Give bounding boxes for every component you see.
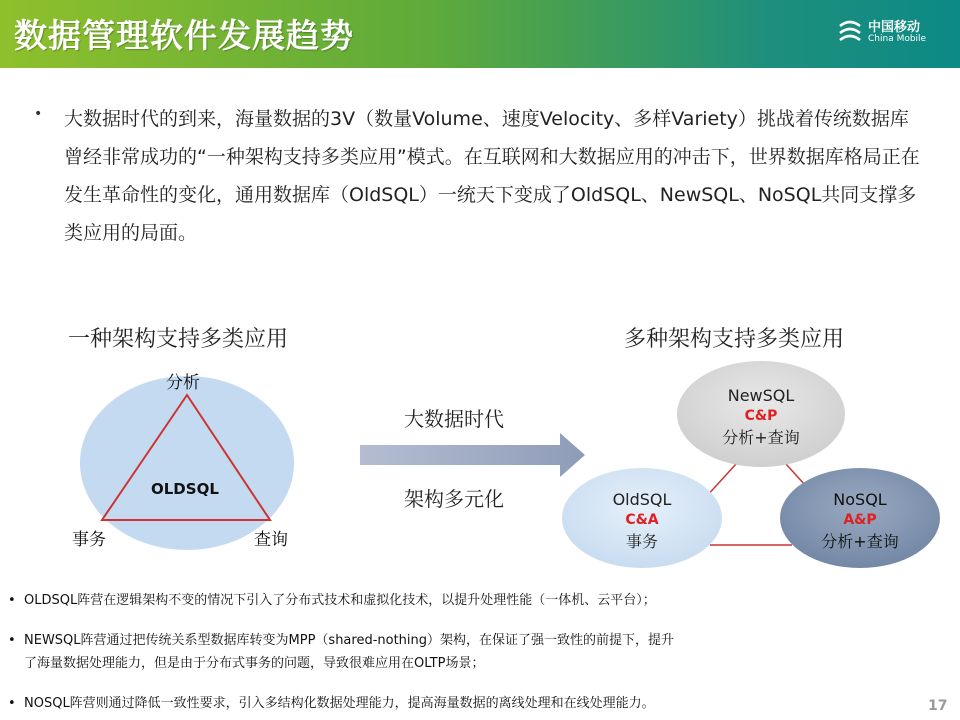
right-diagram-title: 多种架构支持多类应用 [624,327,845,352]
arrow-label-diversification: 架构多元化 [404,487,504,511]
label-transaction: 事务 [72,530,106,550]
nosql-sub: A&P [843,512,877,528]
note-oldsql [8,589,656,612]
note-bullet: • [8,593,16,608]
note-text: NEWSQL阵营通过把传统关系型数据库转变为MPP（shared-nothing）架构，在保证了强一致性的前提下，提升 [24,633,675,648]
node-oldsql [572,489,712,552]
oldsql-sub: C&A [625,512,659,528]
newsql-sub: C&P [744,408,778,424]
oldsql-use: 事务 [625,532,658,551]
newsql-name: NewSQL [727,386,795,405]
label-oldsql-center: OLDSQL [151,480,219,498]
label-analysis: 分析 [166,373,200,393]
right-arrow [360,433,585,477]
note-bullet: • [8,696,16,711]
node-nosql [790,489,930,552]
logo-english-text: China Mobile [868,34,927,44]
node-newsql [691,385,831,448]
intro-bullet: • [34,106,43,122]
newsql-use: 分析+查询 [722,428,800,447]
note-bullet: • [8,633,16,648]
note-text: OLDSQL阵营在逻辑架构不变的情况下引入了分布式技术和虚拟化技术，以提升处理性能（一体机、云平台）； [24,593,656,608]
arrow-label-big-data-era: 大数据时代 [404,407,504,431]
nosql-use: 分析+查询 [821,532,899,551]
note-text-continued: 了海量数据处理能力，但是由于分布式事务的问题，导致很难应用在OLTP场景； [24,656,485,671]
note-nosql [8,692,655,715]
label-query: 查询 [254,530,288,550]
left-diagram-title: 一种架构支持多类应用 [68,327,289,352]
oldsql-name: OldSQL [612,490,672,509]
nosql-name: NoSQL [833,490,887,509]
oldsql-circle [80,376,294,550]
logo-chinese-text: 中国移动 [868,20,921,35]
page-title: 数据管理软件发展趋势 [14,16,354,55]
note-text: NOSQL阵营则通过降低一致性要求，引入多结构化数据处理能力，提高海量数据的离线处理和在线处理能力。 [24,696,655,711]
intro-text: 大数据时代的到来，海量数据的3V（数量Volume、速度Velocity、多样Variety）挑战着传统数据库曾经非常成功的“一种架构支持多类应用”模式。在互联网和大数据应用的冲击下，世界数据库格局正在发生革命性的变化，通用数据库（OldSQL）一统天下变成了OldSQL、NewSQL、NoSQL共同支撑多类应用的局面。 [64,108,920,244]
note-newsql [8,629,674,675]
page-number: 17 [928,698,948,714]
